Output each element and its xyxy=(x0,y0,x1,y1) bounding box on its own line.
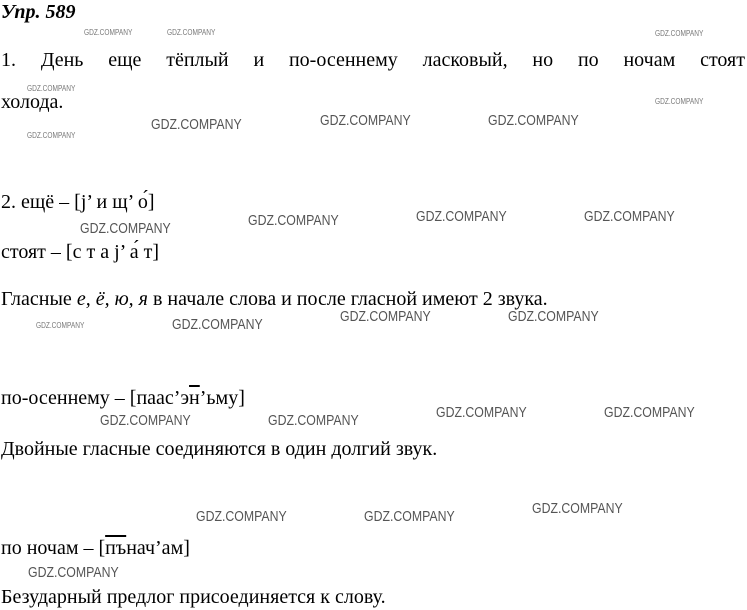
exercise-title: Упр. 589 xyxy=(1,1,76,23)
watermark: GDZ.COMPANY xyxy=(151,116,242,133)
watermark: GDZ.COMPANY xyxy=(508,308,599,325)
sentence-line-2: холода. xyxy=(1,91,64,113)
watermark: GDZ.COMPANY xyxy=(340,308,431,325)
watermark: GDZ.COMPANY xyxy=(364,508,455,525)
watermark: GDZ.COMPANY xyxy=(604,404,695,421)
transcription-po-nocham xyxy=(1,536,190,560)
ponocham-merged: пъ xyxy=(105,537,127,559)
sentence-line-1: 1. День еще тёплый и по-осеннему ласковый, но по ночам стоят xyxy=(1,49,745,71)
watermark: GDZ.COMPANY xyxy=(532,500,623,517)
ponocham-part-a: по ночам – [ xyxy=(1,537,106,559)
poosen-long-n: н xyxy=(189,387,200,409)
watermark: GDZ.COMPANY xyxy=(80,220,171,237)
transcription-eshche: 2. ещё – [j’ и щ’ о́] xyxy=(1,191,155,213)
watermark: GDZ.COMPANY xyxy=(100,412,191,429)
watermark: GDZ.COMPANY xyxy=(167,28,216,37)
watermark: GDZ.COMPANY xyxy=(28,564,119,581)
watermark: GDZ.COMPANY xyxy=(196,508,287,525)
ponocham-part-c: нач’ам] xyxy=(126,537,190,559)
vowels-rule-suffix: в начале слова и после гласной имеют 2 звука. xyxy=(147,288,548,310)
poosen-part-a: по-осеннему – [паас’э xyxy=(1,387,190,409)
watermark: GDZ.COMPANY xyxy=(655,29,704,38)
watermark: GDZ.COMPANY xyxy=(488,112,579,129)
poosen-part-c: ’ьму] xyxy=(199,387,245,409)
watermark: GDZ.COMPANY xyxy=(248,212,339,229)
watermark: GDZ.COMPANY xyxy=(27,84,76,93)
vowels-rule xyxy=(1,287,548,311)
transcription-poosennemu xyxy=(1,386,245,410)
watermark: GDZ.COMPANY xyxy=(84,28,133,37)
watermark: GDZ.COMPANY xyxy=(436,404,527,421)
watermark: GDZ.COMPANY xyxy=(36,321,85,330)
watermark: GDZ.COMPANY xyxy=(584,208,675,225)
vowels-rule-prefix: Гласные xyxy=(1,288,77,310)
double-vowels-rule: Двойные гласные соединяются в один долгий звук. xyxy=(1,438,438,460)
vowels-rule-letters: е, ё, ю, я xyxy=(76,288,148,310)
watermark: GDZ.COMPANY xyxy=(655,97,704,106)
watermark: GDZ.COMPANY xyxy=(268,412,359,429)
watermark: GDZ.COMPANY xyxy=(320,112,411,129)
watermark: GDZ.COMPANY xyxy=(27,131,76,140)
unstressed-preposition-rule: Безударный предлог присоединяется к слову. xyxy=(1,586,386,608)
watermark: GDZ.COMPANY xyxy=(172,316,263,333)
transcription-stoyat: стоят – [с т а j’ а́ т] xyxy=(1,241,160,263)
watermark: GDZ.COMPANY xyxy=(416,208,507,225)
